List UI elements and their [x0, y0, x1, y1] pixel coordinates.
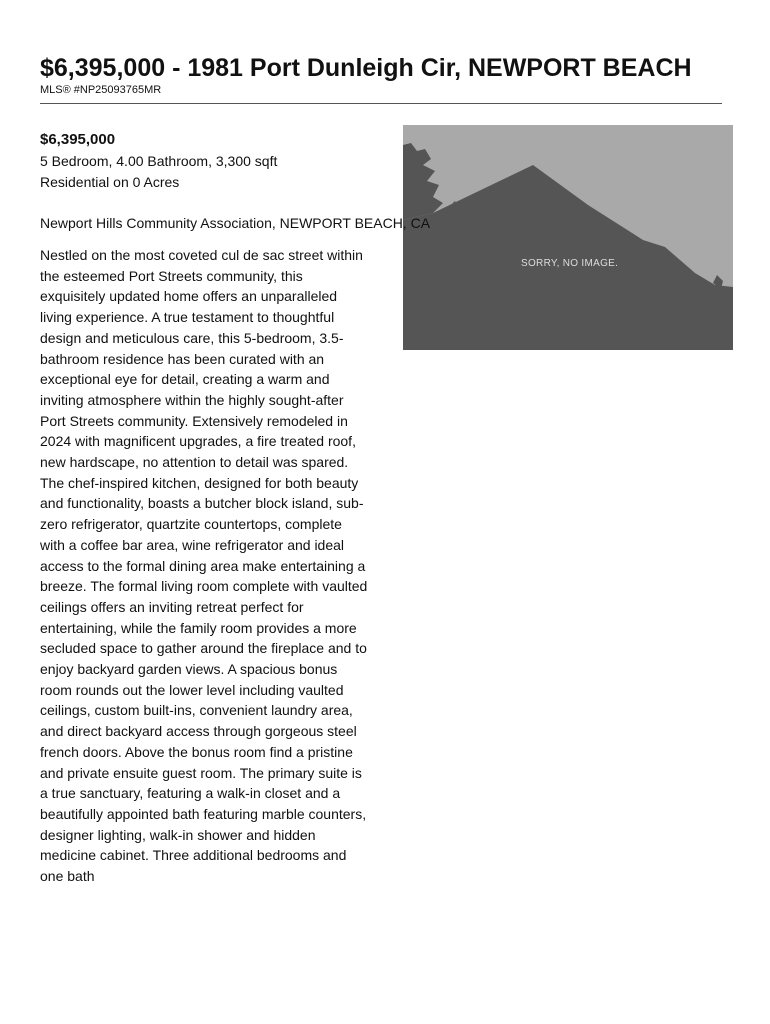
listing-description: Nestled on the most coveted cul de sac street within the esteemed Port Streets community, this exquisitely updated home offers an unparalleled living experience. A true testament to thoughtful design and meticulous care, this 5-bedroom, 3.5-bathroom residence has been curated with an exceptional eye for detail, creating a warm and inviting atmosphere within the highly sought-after Port Streets community. Extensively remodeled in 2024 with magnificent upgrades, a fire treated roof, new hardscape, no attention to detail was spared. The chef-inspired kitchen, designed for both beauty and functionality, boasts a butcher block island, sub-zero refrigerator, quartzite countertops, complete with a coffee bar area, wine refrigerator and ideal access to the formal dining area make entertaining a breeze. The formal living room complete with vaulted ceilings offers an inviting retreat perfect for entertaining, while the family room provides a more secluded space to gather around the fireplace and to enjoy backyard garden views. A spacious bonus room rounds out the lower level including vaulted ceilings, custom built-ins, convenient laundry area, and direct backyard access through gorgeous steel french doors. Above the bonus room find a pristine and private ensuite guest room. The primary suite is a true sanctuary, featuring a walk-in closet and a beautifully appointed bath featuring marble counters, designer lighting, walk-in shower and hidden medicine cabinet. Three additional bedrooms and one bath — [40, 247, 368, 885]
no-image-text: SORRY, NO IMAGE. — [521, 258, 619, 269]
association-location: Newport Hills Community Association, NEWPORT BEACH, CA — [40, 215, 431, 231]
listing-specs: 5 Bedroom, 4.00 Bathroom, 3,300 sqft — [40, 153, 278, 169]
house-silhouette-icon — [403, 125, 733, 350]
property-type: Residential on 0 Acres — [40, 174, 180, 190]
page-title: $6,395,000 - 1981 Port Dunleigh Cir, NEWPORT BEACH — [40, 54, 692, 82]
divider — [40, 103, 722, 104]
listing-price: $6,395,000 — [40, 131, 116, 148]
mls-number: MLS® #NP25093765MR — [40, 84, 162, 96]
property-photo-placeholder — [403, 125, 733, 350]
